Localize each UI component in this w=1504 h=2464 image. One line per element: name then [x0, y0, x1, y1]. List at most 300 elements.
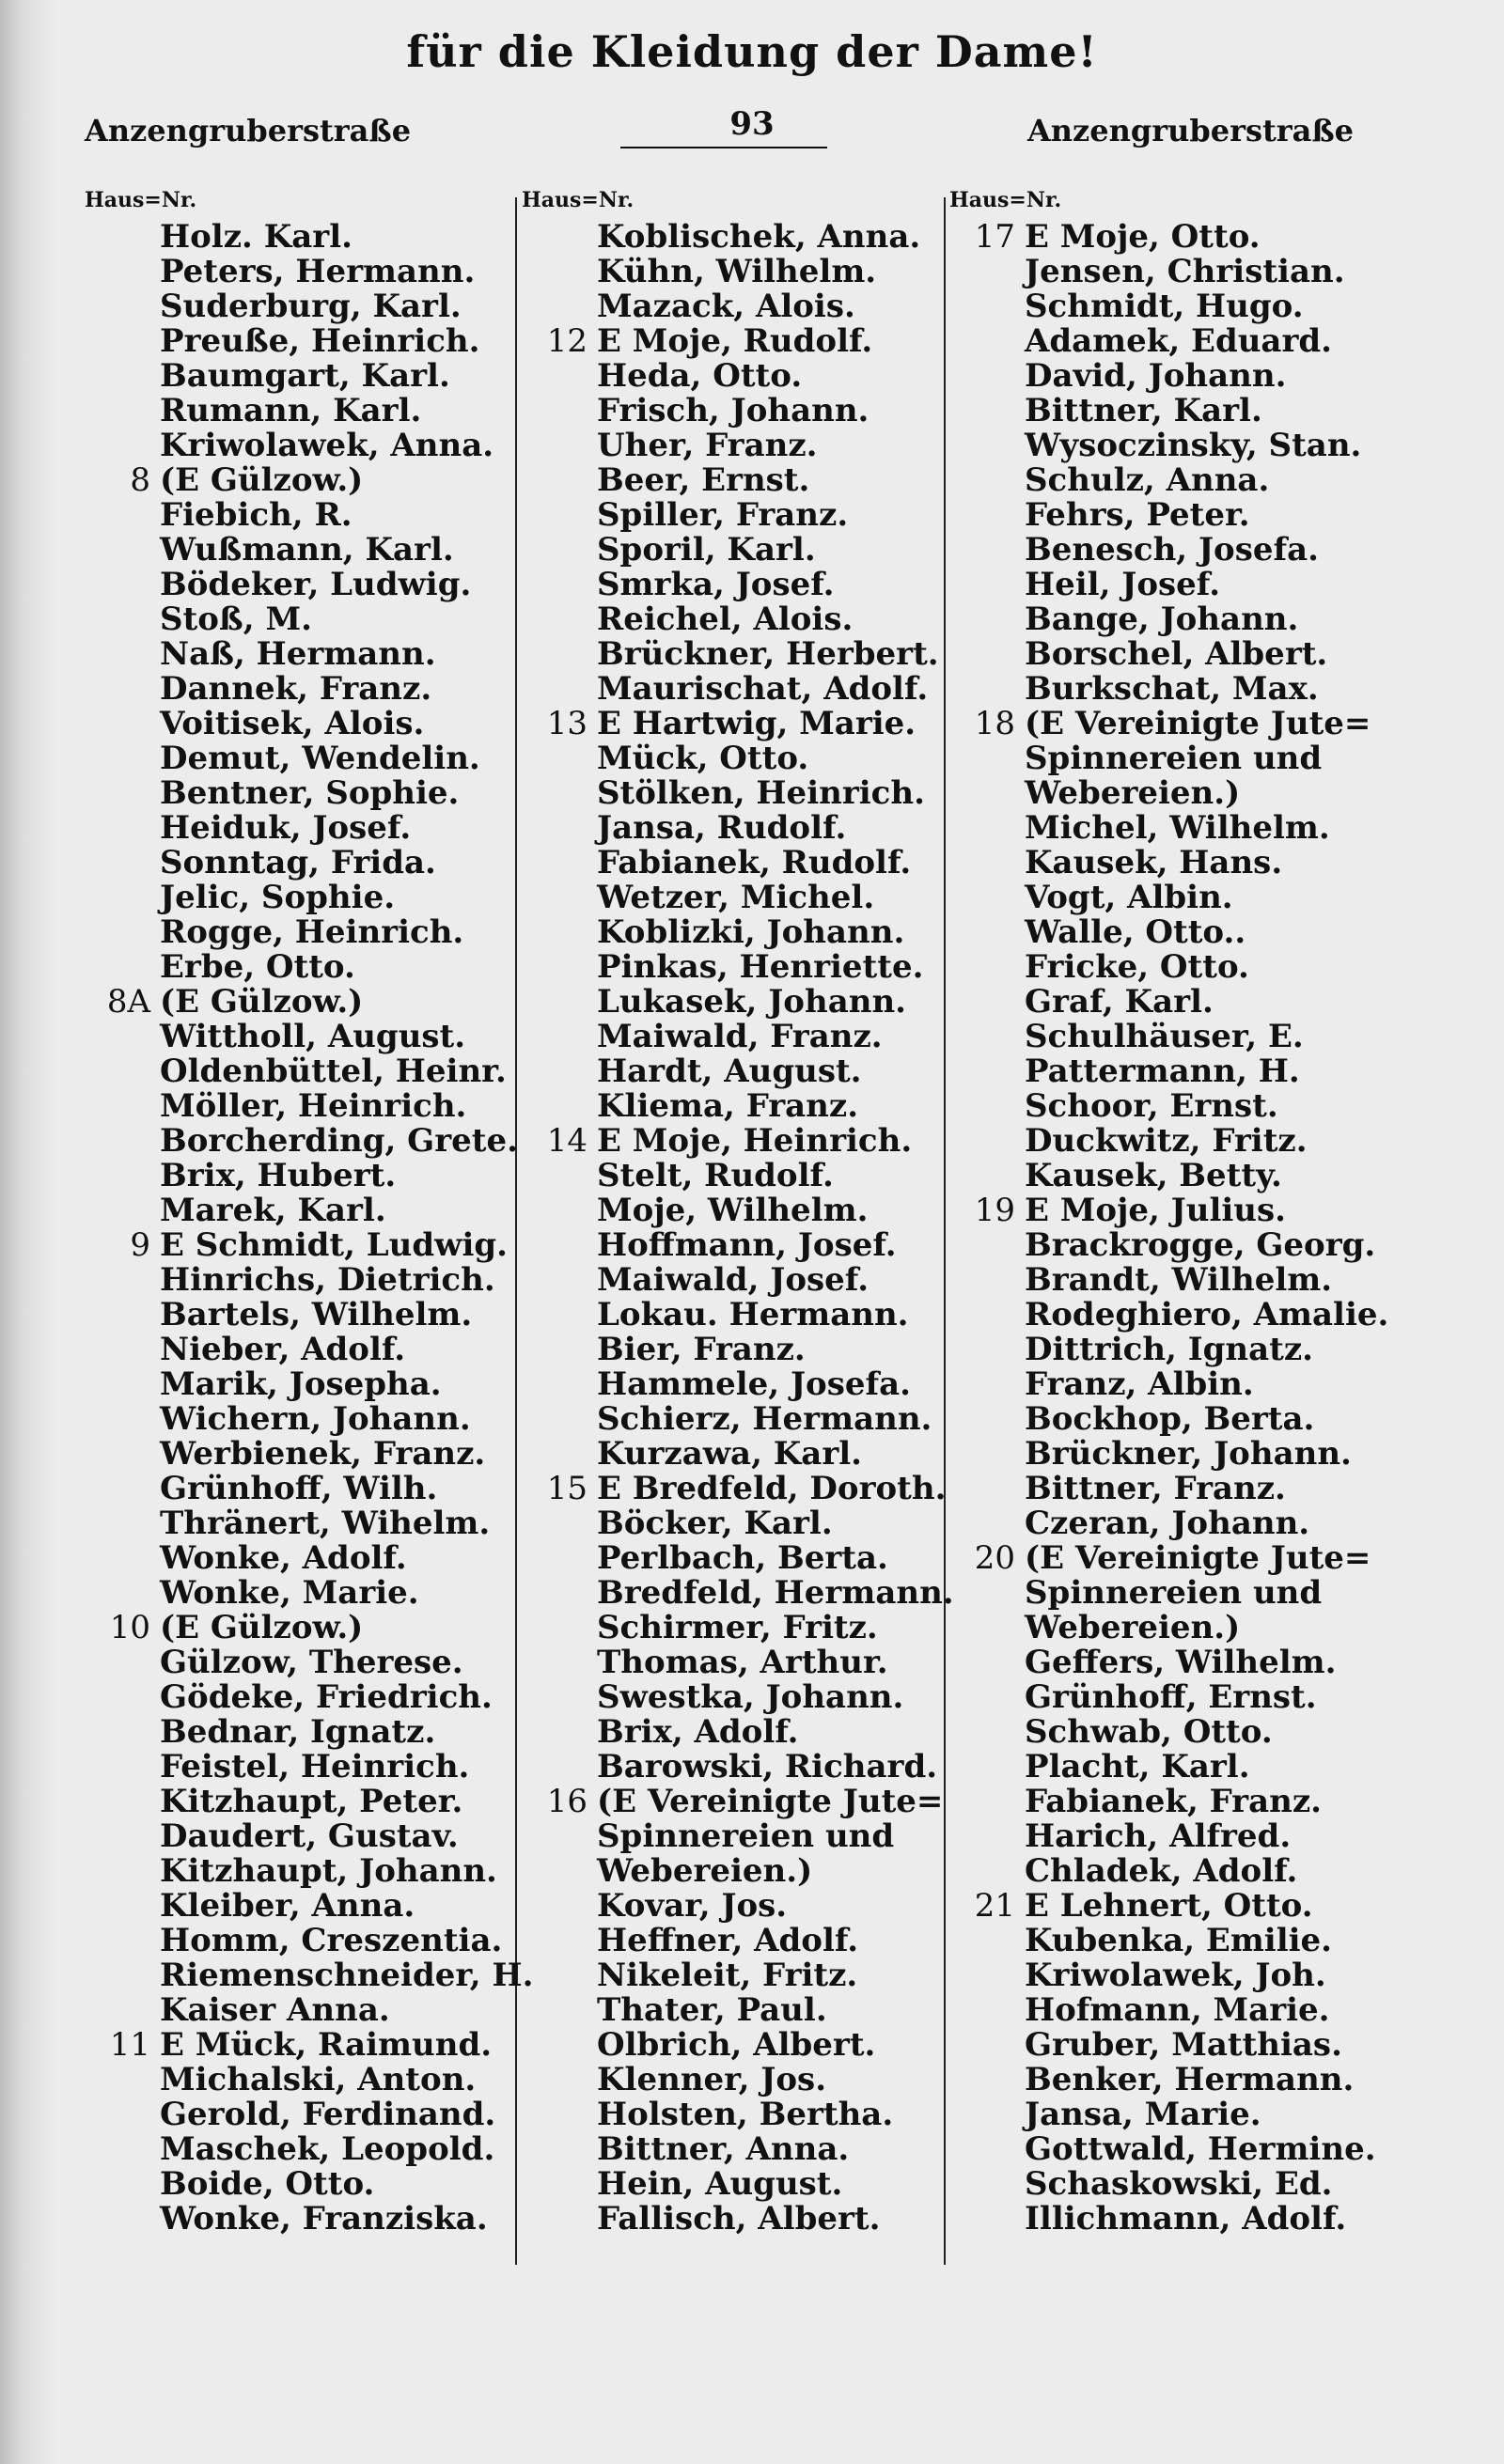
directory-entry [522, 1228, 945, 1263]
directory-entry [949, 1124, 1476, 1159]
resident-name: Burkschat, Max. [1025, 670, 1319, 708]
directory-entry [522, 2063, 945, 2098]
directory-entry [949, 1819, 1476, 1854]
resident-name: Schierz, Hermann. [597, 1400, 932, 1438]
resident-name: Koblischek, Anna. [597, 218, 921, 256]
resident-name: E Schmidt, Ludwig. [160, 1226, 508, 1264]
resident-name: E Hartwig, Marie. [597, 705, 916, 742]
directory-entry [85, 533, 517, 568]
directory-entry [85, 950, 517, 985]
directory-entry [522, 220, 945, 255]
resident-name: Oldenbüttel, Heinr. [160, 1053, 507, 1090]
directory-entry [949, 2132, 1476, 2167]
directory-entry [949, 1715, 1476, 1750]
resident-name: Stoß, M. [160, 600, 312, 638]
house-number: 8A [106, 983, 150, 1021]
directory-entry [949, 533, 1476, 568]
directory-entry [522, 1506, 945, 1541]
directory-entry [949, 741, 1476, 776]
resident-name: Kriwolawek, Anna. [160, 427, 494, 464]
house-number: 20 [974, 1539, 1015, 1577]
column-header: Haus=Nr. [522, 188, 634, 212]
directory-entry [522, 672, 945, 707]
resident-name: Kausek, Betty. [1025, 1157, 1282, 1194]
directory-entry [522, 741, 945, 776]
directory-entry [85, 1645, 517, 1680]
resident-name: Pinkas, Henriette. [597, 948, 924, 986]
directory-entry [949, 1854, 1476, 1889]
resident-name: Peters, Hermann. [160, 253, 476, 290]
resident-name: Sporil, Karl. [597, 531, 816, 569]
directory-entry [949, 637, 1476, 672]
directory-entry [949, 707, 1476, 741]
directory-entry [522, 1193, 945, 1228]
resident-name: Franz, Albin. [1025, 1365, 1254, 1403]
resident-name: Grünhoff, Ernst. [1025, 1678, 1317, 1716]
directory-entry [85, 1124, 517, 1159]
directory-entry [522, 1472, 945, 1506]
directory-entry [949, 602, 1476, 637]
resident-name: Heda, Otto. [597, 357, 803, 395]
resident-name: Kitzhaupt, Peter. [160, 1783, 463, 1820]
resident-name: Moje, Wilhelm. [597, 1192, 869, 1229]
directory-entry [522, 1298, 945, 1333]
directory-entry [522, 1611, 945, 1645]
directory-entry [85, 1506, 517, 1541]
resident-name: Brix, Hubert. [160, 1157, 397, 1194]
directory-entry [522, 2132, 945, 2167]
resident-name: Hoffmann, Josef. [597, 1226, 897, 1264]
page-number: 93 [729, 105, 775, 143]
directory-entry [949, 1993, 1476, 2028]
directory-entry [522, 602, 945, 637]
directory-entry [85, 289, 517, 324]
directory-entry [85, 2028, 517, 2063]
resident-name: Heil, Josef. [1025, 566, 1221, 603]
directory-entry [522, 811, 945, 846]
running-header-right: Anzengruberstraße [1026, 113, 1354, 148]
column-1 [85, 188, 534, 2238]
directory-entry [522, 1089, 945, 1124]
directory-entry [949, 463, 1476, 498]
directory-entry [949, 881, 1476, 915]
directory-entry [85, 394, 517, 429]
resident-name: Mazack, Alois. [597, 288, 855, 325]
directory-entry [949, 1750, 1476, 1785]
resident-name: Möller, Heinrich. [160, 1087, 467, 1125]
directory-entry [949, 2098, 1476, 2132]
resident-name: Bittner, Anna. [597, 2130, 850, 2168]
directory-entry [949, 220, 1476, 255]
resident-name: (E Gülzow.) [160, 1609, 364, 1646]
resident-name: Vogt, Albin. [1025, 879, 1233, 916]
house-number: 19 [974, 1192, 1015, 1229]
directory-entry [949, 394, 1476, 429]
resident-name: Spiller, Franz. [597, 496, 849, 534]
resident-name: Wußmann, Karl. [160, 531, 454, 569]
resident-name: Werbienek, Franz. [160, 1435, 486, 1473]
directory-entry [949, 359, 1476, 394]
resident-name: Bödeker, Ludwig. [160, 566, 472, 603]
directory-entry [949, 2167, 1476, 2202]
directory-entry [85, 1541, 517, 1576]
resident-name: Schirmer, Fritz. [597, 1609, 878, 1646]
directory-entry [85, 811, 517, 846]
resident-name: Fabianek, Rudolf. [597, 844, 912, 881]
directory-entry [522, 533, 945, 568]
running-header-left: Anzengruberstraße [85, 113, 412, 148]
directory-entry [522, 2028, 945, 2063]
resident-name: Illichmann, Adolf. [1025, 2200, 1347, 2238]
resident-name: Sonntag, Frida. [160, 844, 436, 881]
directory-entry [85, 776, 517, 811]
directory-entry [949, 1333, 1476, 1367]
resident-name: Naß, Hermann. [160, 635, 436, 673]
resident-name: Holz. Karl. [160, 218, 352, 256]
directory-entry [85, 1611, 517, 1645]
resident-name: Maiwald, Josef. [597, 1261, 870, 1299]
column-header: Haus=Nr. [949, 188, 1062, 212]
resident-name: E Bredfeld, Doroth. [597, 1470, 947, 1507]
directory-entry [522, 1715, 945, 1750]
resident-name: Kurzawa, Karl. [597, 1435, 862, 1473]
resident-name: Nikeleit, Fritz. [597, 1957, 858, 1994]
resident-name: Koblizki, Johann. [597, 913, 905, 951]
resident-name: Grünhoff, Wilh. [160, 1470, 438, 1507]
directory-entry [85, 1472, 517, 1506]
resident-name: Preuße, Heinrich. [160, 322, 480, 360]
resident-name: Bittner, Franz. [1025, 1470, 1286, 1507]
directory-entry [85, 2098, 517, 2132]
resident-name: Borcherding, Grete. [160, 1122, 518, 1160]
directory-entry [85, 324, 517, 359]
house-number: 15 [546, 1470, 588, 1507]
page-binding-shadow [0, 0, 56, 2464]
resident-name: Olbrich, Albert. [597, 2026, 876, 2064]
directory-entry [949, 1367, 1476, 1402]
directory-entry [522, 915, 945, 950]
directory-entry [85, 1819, 517, 1854]
resident-name: Rogge, Heinrich. [160, 913, 464, 951]
resident-name: Erbe, Otto. [160, 948, 355, 986]
resident-name: Maiwald, Franz. [597, 1018, 883, 1055]
resident-name: Czeran, Johann. [1025, 1505, 1310, 1542]
resident-name: Böcker, Karl. [597, 1505, 833, 1542]
resident-name: Hinrichs, Dietrich. [160, 1261, 495, 1299]
resident-name: Boide, Otto. [160, 2165, 375, 2203]
resident-name: Bange, Johann. [1025, 600, 1299, 638]
resident-name: Rodeghiero, Amalie. [1025, 1296, 1389, 1333]
resident-name: Webereien.) [1025, 1609, 1241, 1646]
resident-name: E Moje, Julius. [1025, 1192, 1287, 1229]
resident-name: Wonke, Marie. [160, 1574, 419, 1612]
resident-name: Demut, Wendelin. [160, 740, 480, 777]
house-number: 16 [546, 1783, 588, 1820]
directory-entry [949, 1924, 1476, 1958]
resident-name: Walle, Otto.. [1025, 913, 1246, 951]
resident-name: Wonke, Adolf. [160, 1539, 407, 1577]
directory-entry [85, 2202, 517, 2237]
directory-entry [522, 1367, 945, 1402]
resident-name: Riemenschneider, H. [160, 1957, 534, 1994]
directory-entry [522, 324, 945, 359]
resident-name: Rumann, Karl. [160, 392, 422, 429]
directory-entry [949, 1298, 1476, 1333]
resident-name: Spinnereien und [597, 1817, 895, 1855]
resident-name: Reichel, Alois. [597, 600, 854, 638]
resident-name: Wonke, Franziska. [160, 2200, 488, 2238]
resident-name: E Moje, Rudolf. [597, 322, 873, 360]
directory-entry [85, 1680, 517, 1715]
resident-name: Swestka, Johann. [597, 1678, 904, 1716]
resident-name: Gülzow, Therese. [160, 1644, 463, 1681]
resident-name: Webereien.) [1025, 774, 1241, 812]
directory-entry [522, 1750, 945, 1785]
resident-name: Adamek, Eduard. [1025, 322, 1332, 360]
directory-entry [949, 568, 1476, 602]
directory-entry [85, 915, 517, 950]
directory-entry [85, 985, 517, 1020]
directory-entry [85, 1089, 517, 1124]
directory-entry [522, 255, 945, 289]
resident-name: Bredfeld, Hermann. [597, 1574, 954, 1612]
resident-name: Jansa, Marie. [1025, 2096, 1261, 2133]
resident-name: Michalski, Anton. [160, 2061, 477, 2098]
resident-name: Michel, Wilhelm. [1025, 809, 1330, 847]
resident-name: Bartels, Wilhelm. [160, 1296, 473, 1333]
house-number: 11 [109, 2026, 150, 2064]
resident-name: Gottwald, Hermine. [1025, 2130, 1376, 2168]
directory-entry [85, 359, 517, 394]
resident-name: Thränert, Wihelm. [160, 1505, 491, 1542]
directory-entry [522, 1785, 945, 1819]
directory-entry [522, 1437, 945, 1472]
house-number: 8 [130, 461, 150, 499]
directory-entry [522, 1924, 945, 1958]
resident-name: Marik, Josepha. [160, 1365, 442, 1403]
directory-entry [85, 707, 517, 741]
resident-name: Schmidt, Hugo. [1025, 288, 1304, 325]
directory-entry [522, 1819, 945, 1854]
resident-name: Placht, Karl. [1025, 1748, 1250, 1786]
resident-name: Kliema, Franz. [597, 1087, 859, 1125]
directory-entry [522, 776, 945, 811]
resident-name: Wetzer, Michel. [597, 879, 875, 916]
directory-entry [949, 672, 1476, 707]
resident-name: Brückner, Johann. [1025, 1435, 1352, 1473]
resident-name: Geffers, Wilhelm. [1025, 1644, 1337, 1681]
directory-entry [522, 1993, 945, 2028]
resident-name: Thater, Paul. [597, 1991, 827, 2029]
resident-name: (E Vereinigte Jute= [1025, 705, 1371, 742]
resident-name: Hammele, Josefa. [597, 1365, 911, 1403]
directory-entry [522, 2167, 945, 2202]
directory-entry [522, 1054, 945, 1089]
directory-entry [85, 846, 517, 881]
resident-name: Graf, Karl. [1025, 983, 1214, 1021]
house-number: 9 [130, 1226, 150, 1264]
resident-name: Kleiber, Anna. [160, 1887, 415, 1925]
resident-name: Hofmann, Marie. [1025, 1991, 1330, 2029]
directory-entry [85, 881, 517, 915]
resident-name: Benker, Hermann. [1025, 2061, 1355, 2098]
directory-entry [85, 1228, 517, 1263]
directory-entry [949, 255, 1476, 289]
resident-name: Klenner, Jos. [597, 2061, 827, 2098]
directory-entry [522, 2098, 945, 2132]
directory-entry [522, 1541, 945, 1576]
directory-entry [522, 1889, 945, 1924]
resident-name: Hein, August. [597, 2165, 843, 2203]
directory-entry [949, 985, 1476, 1020]
directory-entry [949, 1263, 1476, 1298]
resident-name: (E Vereinigte Jute= [597, 1783, 944, 1820]
directory-entry [949, 950, 1476, 985]
directory-entry [949, 2063, 1476, 2098]
directory-entry [85, 741, 517, 776]
resident-name: Harich, Alfred. [1025, 1817, 1292, 1855]
resident-name: Jelic, Sophie. [160, 879, 396, 916]
resident-name: Duckwitz, Fritz. [1025, 1122, 1308, 1160]
resident-name: Kubenka, Emilie. [1025, 1922, 1333, 1959]
resident-name: E Moje, Otto. [1025, 218, 1261, 256]
directory-entry [85, 1750, 517, 1785]
resident-name: Spinnereien und [1025, 740, 1323, 777]
resident-name: Fricke, Otto. [1025, 948, 1249, 986]
resident-name: Daudert, Gustav. [160, 1817, 459, 1855]
directory-entry [85, 1193, 517, 1228]
directory-entry [949, 1680, 1476, 1715]
directory-entry [949, 1645, 1476, 1680]
resident-name: Schaskowski, Ed. [1025, 2165, 1333, 2203]
resident-name: Thomas, Arthur. [597, 1644, 888, 1681]
directory-entry [85, 637, 517, 672]
resident-name: Fabianek, Franz. [1025, 1783, 1322, 1820]
directory-entry [522, 1574, 954, 1612]
resident-name: Heffner, Adolf. [597, 1922, 859, 1959]
directory-entry [522, 1020, 945, 1054]
resident-name: Kühn, Wilhelm. [597, 253, 877, 290]
resident-name: Smrka, Josef. [597, 566, 835, 603]
resident-name: Mück, Otto. [597, 740, 809, 777]
directory-entry [949, 846, 1476, 881]
directory-entry [522, 2202, 945, 2237]
resident-name: Schulz, Anna. [1025, 461, 1270, 499]
resident-name: Maurischat, Adolf. [597, 670, 929, 708]
directory-entry [949, 1089, 1476, 1124]
resident-name: Bednar, Ignatz. [160, 1713, 436, 1751]
directory-entry [522, 429, 945, 463]
resident-name: Frisch, Johann. [597, 392, 870, 429]
directory-entry [522, 1402, 945, 1437]
resident-name: Heiduk, Josef. [160, 809, 412, 847]
resident-name: E Moje, Heinrich. [597, 1122, 913, 1160]
directory-entry [85, 1993, 517, 2028]
directory-entry [949, 1193, 1476, 1228]
directory-entry [85, 1785, 517, 1819]
directory-entry [949, 1541, 1476, 1576]
directory-entry [949, 1054, 1476, 1089]
column-header: Haus=Nr. [85, 188, 197, 212]
directory-entry [522, 1680, 945, 1715]
directory-entry [949, 2202, 1476, 2237]
house-number: 13 [546, 705, 588, 742]
directory-entry [522, 1263, 945, 1298]
directory-entry [522, 289, 945, 324]
directory-entry [85, 1054, 517, 1089]
directory-entry [85, 1576, 517, 1611]
directory-entry [522, 359, 945, 394]
directory-entry [522, 463, 945, 498]
directory-entry [949, 1889, 1476, 1924]
resident-name: Brackrogge, Georg. [1025, 1226, 1376, 1264]
directory-entry [85, 1263, 517, 1298]
resident-name: Borschel, Albert. [1025, 635, 1328, 673]
directory-entry [522, 707, 945, 741]
resident-name: Gödeke, Friedrich. [160, 1678, 493, 1716]
directory-entry [949, 2028, 1476, 2063]
directory-entry [85, 1715, 517, 1750]
directory-entry [85, 1020, 517, 1054]
resident-name: Brückner, Herbert. [597, 635, 939, 673]
resident-name: Kitzhaupt, Johann. [160, 1852, 497, 1890]
resident-name: Bittner, Karl. [1025, 392, 1262, 429]
resident-name: Schulhäuser, E. [1025, 1018, 1304, 1055]
column-3 [949, 188, 1476, 2237]
resident-name: Barowski, Richard. [597, 1748, 938, 1786]
directory-entry [522, 637, 945, 672]
directory-entry [522, 1854, 945, 1889]
directory-entry [949, 289, 1476, 324]
house-number: 14 [546, 1122, 588, 1160]
directory-entry [85, 1957, 534, 1994]
resident-name: Benesch, Josefa. [1025, 531, 1319, 569]
resident-name: Marek, Karl. [160, 1192, 386, 1229]
directory-entry [949, 1576, 1476, 1611]
resident-name: David, Johann. [1025, 357, 1287, 395]
resident-name: Webereien.) [597, 1852, 813, 1890]
resident-name: Suderburg, Karl. [160, 288, 462, 325]
directory-entry [949, 1785, 1476, 1819]
directory-entry [85, 220, 517, 255]
directory-entry [949, 776, 1476, 811]
directory-entry [949, 324, 1476, 359]
directory-entry [85, 672, 517, 707]
directory-entry [522, 1958, 945, 1993]
directory-entry [522, 498, 945, 533]
column-2 [522, 188, 954, 2238]
resident-name: Baumgart, Karl. [160, 357, 450, 395]
house-number: 12 [546, 322, 588, 360]
resident-name: Maschek, Leopold. [160, 2130, 495, 2168]
directory-entry [522, 950, 945, 985]
resident-name: (E Vereinigte Jute= [1025, 1539, 1371, 1577]
directory-entry [949, 1506, 1476, 1541]
resident-name: Gruber, Matthias. [1025, 2026, 1342, 2064]
resident-name: Dannek, Franz. [160, 670, 432, 708]
directory-entry [949, 1228, 1476, 1263]
directory-entry [949, 1159, 1476, 1193]
directory-entry [85, 2063, 517, 2098]
resident-name: Wittholl, August. [160, 1018, 466, 1055]
resident-name: Hardt, August. [597, 1053, 862, 1090]
resident-name: Nieber, Adolf. [160, 1331, 406, 1368]
house-number: 10 [109, 1609, 150, 1646]
directory-entry [949, 1958, 1476, 1993]
house-number: 21 [974, 1887, 1015, 1925]
resident-name: Holsten, Bertha. [597, 2096, 894, 2133]
resident-name: E Mück, Raimund. [160, 2026, 493, 2064]
